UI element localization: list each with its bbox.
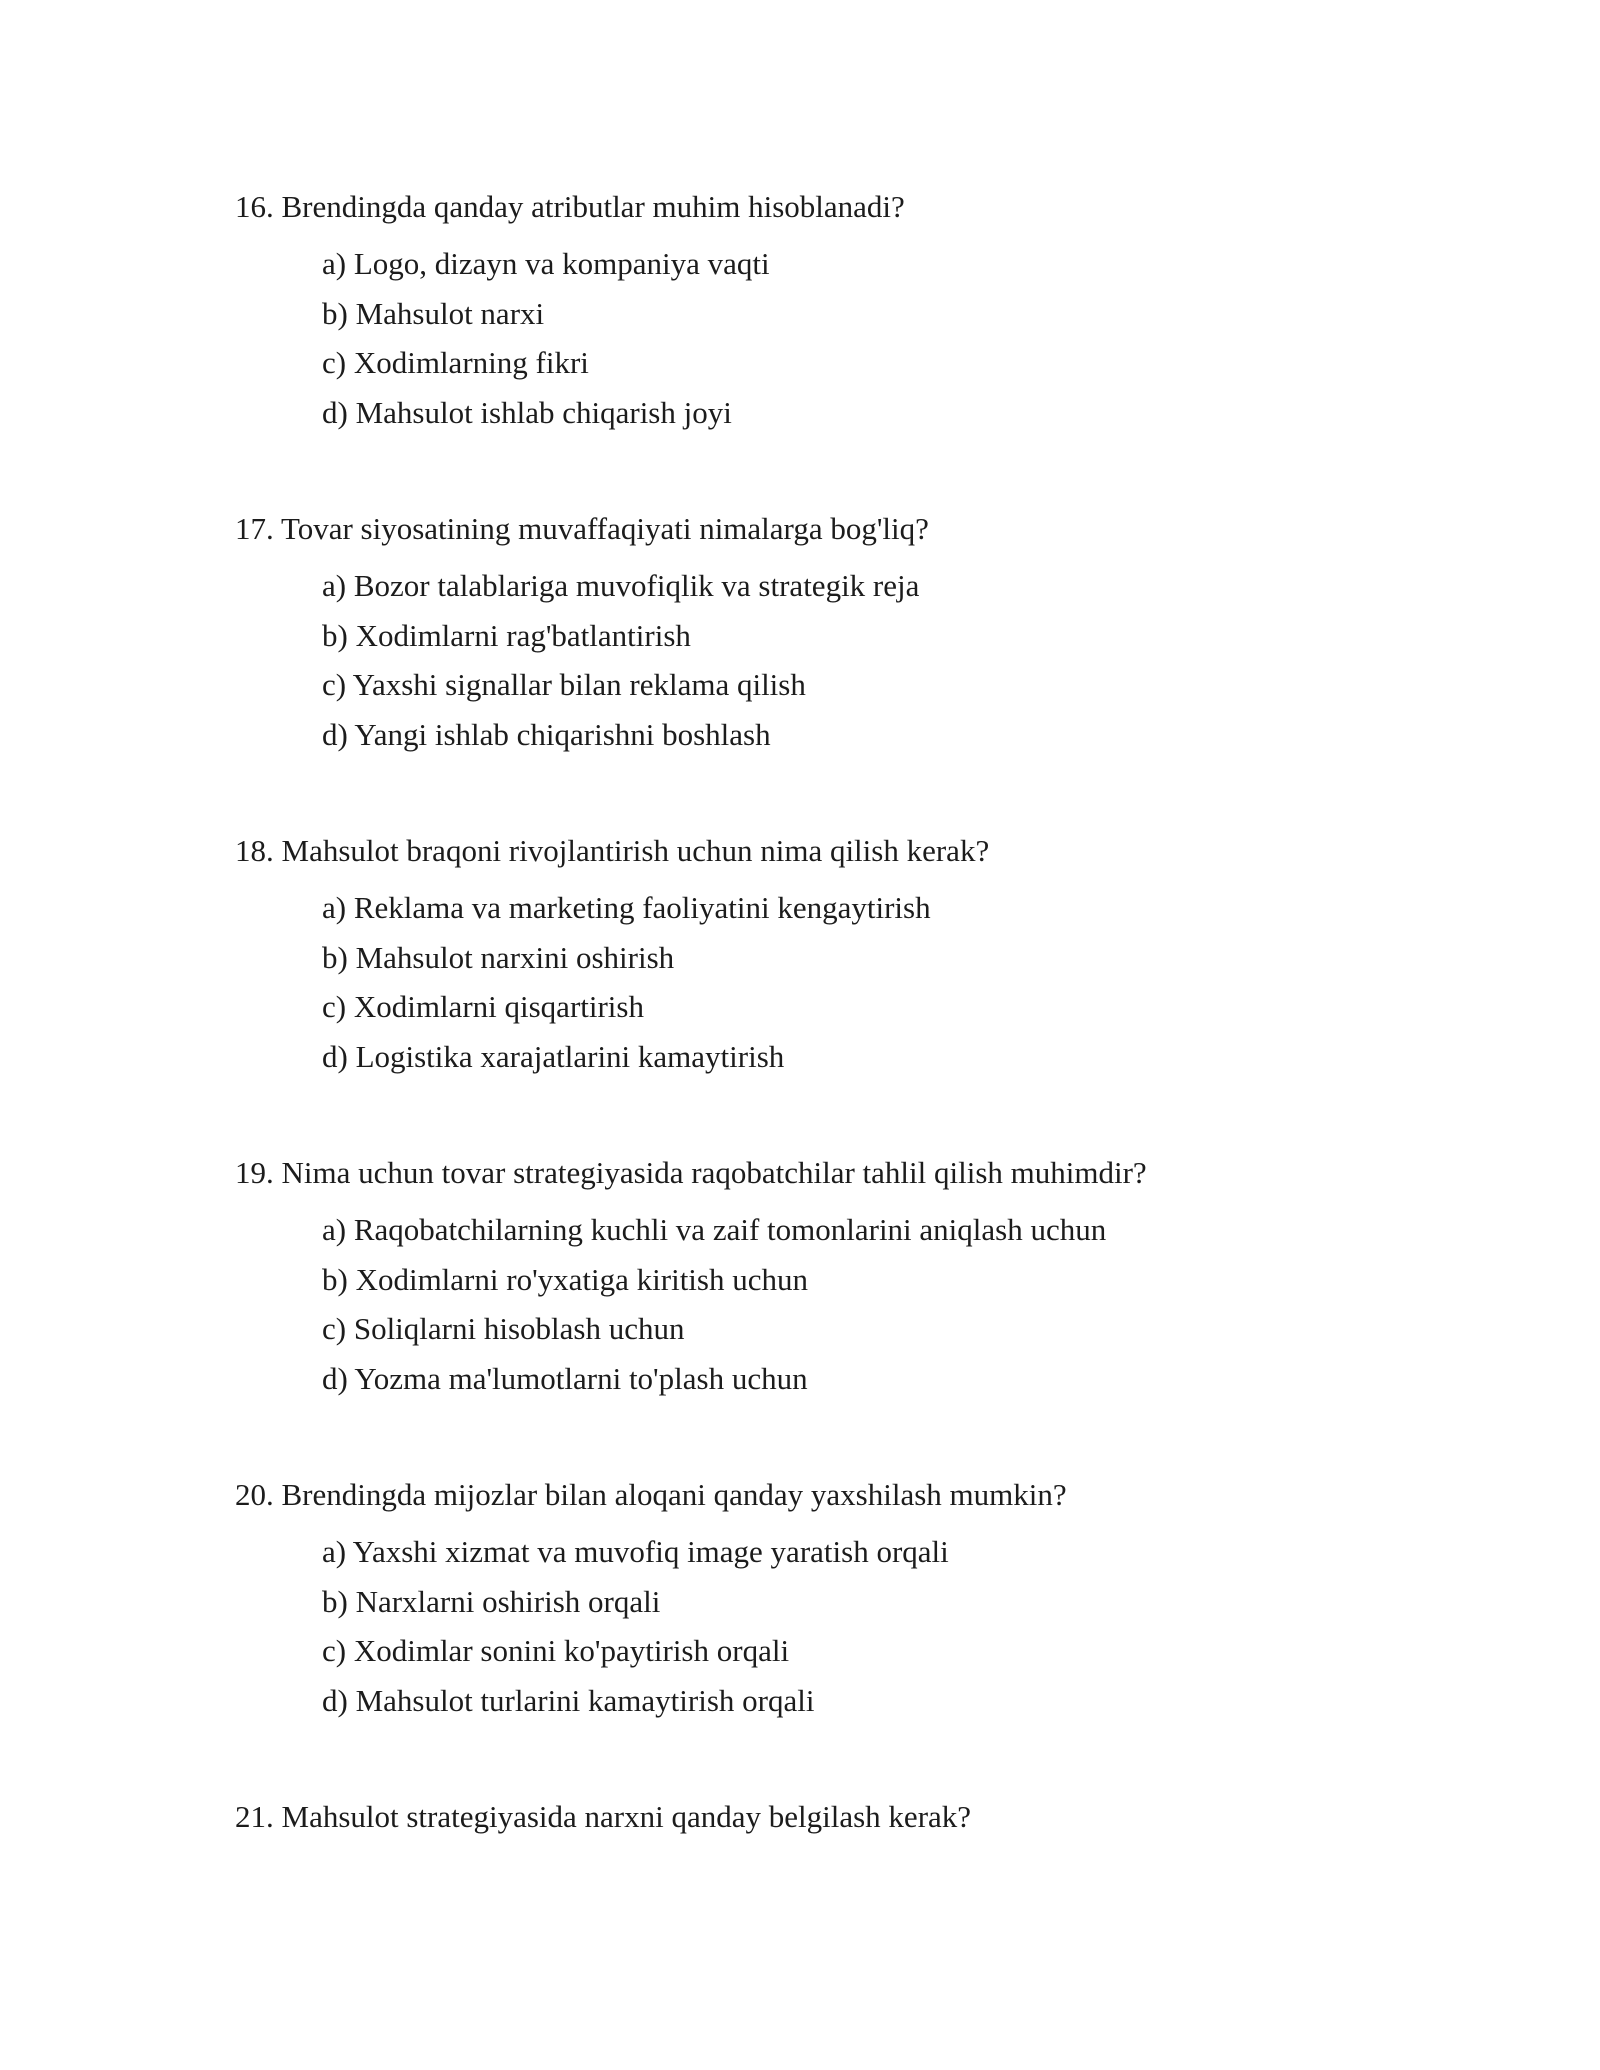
option-d: d) Logistika xarajatlarini kamaytirish — [322, 1038, 785, 1074]
option-b: b) Narxlarni oshirish orqali — [322, 1583, 661, 1619]
option-b: b) Xodimlarni rag'batlantirish — [322, 617, 691, 653]
question-text: 17. Tovar siyosatining muvaffaqiyati nimalarga bog'liq? — [235, 511, 929, 546]
option-c: c) Yaxshi signallar bilan reklama qilish — [322, 667, 806, 702]
option-b: b) Xodimlarni ro'yxatiga kiritish uchun — [322, 1261, 808, 1297]
question-text: 19. Nima uchun tovar strategiyasida raqobatchilar tahlil qilish muhimdir? — [235, 1155, 1147, 1190]
options-list — [235, 566, 1435, 755]
options-list — [235, 244, 1435, 433]
option-c: c) Xodimlar sonini ko'paytirish orqali — [322, 1633, 790, 1668]
question-text: 20. Brendingda mijozlar bilan aloqani qanday yaxshilash mumkin? — [235, 1477, 1067, 1512]
question-21 — [235, 1797, 1435, 1837]
question-16 — [235, 187, 1435, 442]
question-17 — [235, 509, 1435, 764]
options-list — [235, 888, 1435, 1077]
option-c: c) Soliqlarni hisoblash uchun — [322, 1311, 685, 1346]
option-a: a) Logo, dizayn va kompaniya vaqti — [322, 246, 770, 281]
options-list — [235, 1210, 1435, 1399]
option-b: b) Mahsulot narxini oshirish — [322, 939, 675, 975]
question-text: 18. Mahsulot braqoni rivojlantirish uchun nima qilish kerak? — [235, 833, 990, 868]
question-20 — [235, 1475, 1435, 1730]
question-18 — [235, 831, 1435, 1086]
question-19 — [235, 1153, 1435, 1408]
option-b: b) Mahsulot narxi — [322, 295, 545, 331]
option-a: a) Yaxshi xizmat va muvofiq image yaratish orqali — [322, 1534, 949, 1569]
option-d: d) Yangi ishlab chiqarishni boshlash — [322, 716, 771, 752]
option-d: d) Mahsulot turlarini kamaytirish orqali — [322, 1682, 815, 1718]
option-a: a) Reklama va marketing faoliyatini kengaytirish — [322, 890, 931, 925]
option-c: c) Xodimlarning fikri — [322, 345, 589, 380]
option-c: c) Xodimlarni qisqartirish — [322, 989, 644, 1024]
options-list — [235, 1532, 1435, 1721]
option-d: d) Yozma ma'lumotlarni to'plash uchun — [322, 1360, 808, 1396]
question-text: 21. Mahsulot strategiyasida narxni qanday belgilash kerak? — [235, 1799, 972, 1834]
option-a: a) Raqobatchilarning kuchli va zaif tomonlarini aniqlash uchun — [322, 1212, 1107, 1247]
question-text: 16. Brendingda qanday atributlar muhim hisoblanadi? — [235, 189, 905, 224]
option-a: a) Bozor talablariga muvofiqlik va strategik reja — [322, 568, 920, 603]
option-d: d) Mahsulot ishlab chiqarish joyi — [322, 394, 732, 430]
